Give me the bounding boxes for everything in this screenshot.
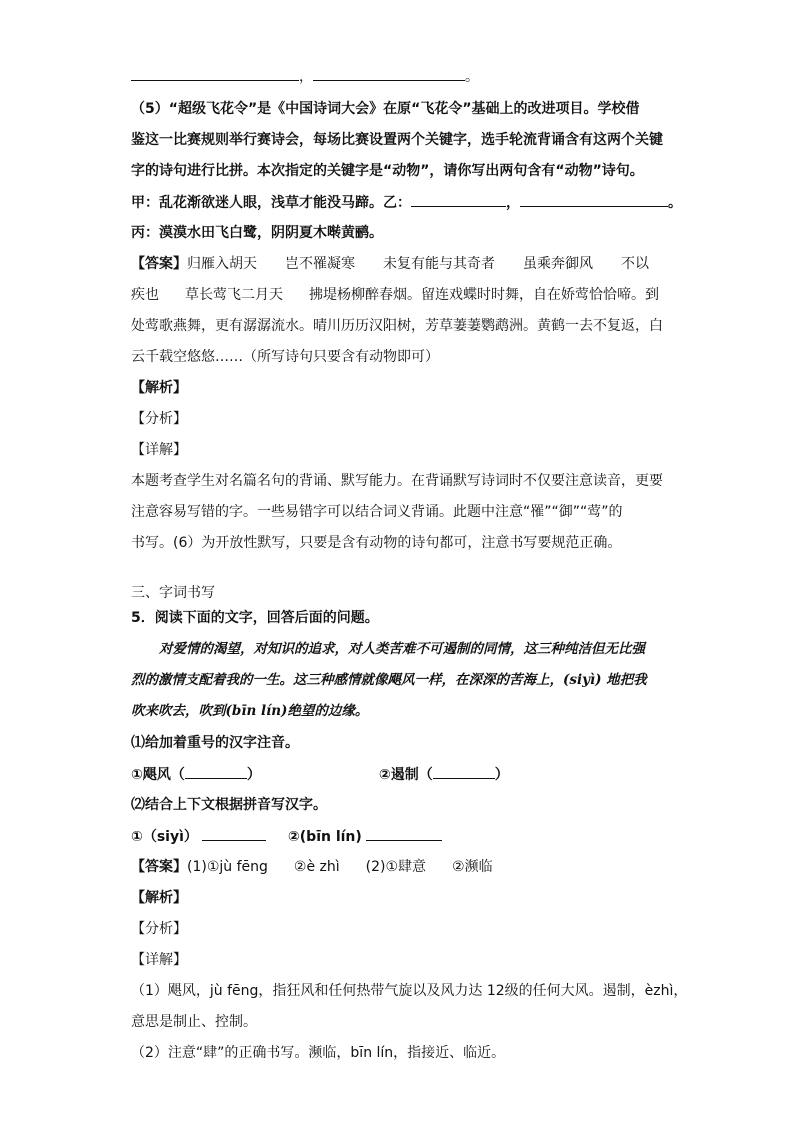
answer-item: 归雁入胡天	[187, 256, 257, 272]
answer-blank	[185, 764, 247, 779]
q5-detail-line-2: 意思是制止、控制。	[131, 1014, 257, 1030]
section-heading: 三、字词书写	[131, 585, 215, 601]
fenxi-label: 【分析】	[131, 921, 187, 937]
analysis-label: 【解析】	[131, 380, 187, 396]
answer-blank	[131, 66, 299, 81]
answer-blank	[366, 826, 442, 841]
hanzi-item-2: ②(bīn lín)	[287, 829, 362, 845]
passage-line-1: 对爱情的渴望，对知识的追求，对人类苦难不可遏制的同情，这三种纯洁但无比强	[159, 641, 645, 657]
answer-item: 未复有能与其奇者	[383, 256, 495, 272]
example-jia: 甲：乱花渐欲迷人眼，浅草才能没马蹄。乙：	[131, 195, 411, 211]
answer-label: 【答案】	[131, 256, 187, 272]
answer-item: 岂不罹凝寒	[285, 256, 355, 272]
answer-label: 【答案】	[131, 859, 187, 875]
answer-item: ②è zhì	[293, 859, 340, 875]
q5-detail-line-1: （1）飓风，jù fēng，指狂风和任何热带气旋以及风力达 12级的任何大风。遏制，èzhì，	[131, 983, 688, 999]
top-answer-line	[131, 66, 479, 87]
paren-close: ）	[246, 767, 261, 783]
analysis-label: 【解析】	[131, 890, 187, 906]
answer-item: 虽乘奔御风	[523, 256, 593, 272]
answer-blank	[433, 764, 495, 779]
answer-item: (1)①jù fēng	[187, 859, 268, 875]
detail-line-1: 本题考查学生对名篇名句的背诵、默写能力。在背诵默写诗词时不仅要注意读音，更要	[131, 473, 663, 489]
q5-title: 5．阅读下面的文字，回答后面的问题。	[131, 610, 379, 626]
period: 。	[668, 195, 682, 211]
subquestion-1: ⑴给加着重号的汉字注音。	[131, 735, 299, 751]
detail-line-2: 注意容易写错的字。一些易错字可以结合词义背诵。此题中注意“罹”“御”“莺”的	[131, 504, 623, 520]
hanzi-item-1: ①（siyì）	[131, 829, 198, 845]
pinyin-item-1: ①飓风（	[131, 767, 185, 783]
answer-blank	[313, 66, 465, 81]
q5-answer-line	[131, 857, 493, 877]
answer-line-4: 云千载空悠悠……（所写诗句只要含有动物即可）	[131, 349, 439, 365]
q5-detail-line-3: （2）注意“肆”的正确书写。濒临，bīn lín，指接近、临近。	[131, 1045, 506, 1061]
answer-item: (2)①肆意	[365, 859, 427, 875]
q5-example-line	[131, 192, 682, 213]
q5-text-line-2: 鉴这一比赛规则举行赛诗会，每场比赛设置两个关键字，选手轮流背诵含有这两个关键	[131, 132, 663, 148]
answer-item: 草长莺飞二月天	[185, 287, 283, 303]
passage-line-3: 吹来吹去，吹到(bīn lín)绝望的边缘。	[131, 703, 369, 719]
answer-item: ②濒临	[452, 859, 493, 875]
answer-line-3: 处莺歌燕舞，更有潺潺流水。晴川历历汉阳树，芳草萋萋鹦鹉洲。黄鹤一去不复返，白	[131, 318, 663, 334]
answer-item: 拂堤杨柳醉春烟。留连戏蝶时时舞，自在娇莺恰恰啼。到	[309, 287, 659, 303]
answer-blank	[520, 192, 668, 207]
answer-line-2	[131, 285, 659, 305]
detail-line-3: 书写。(6）为开放性默写，只要是含有动物的诗句都可，注意书写要规范正确。	[131, 535, 622, 551]
fenxi-label: 【分析】	[131, 411, 187, 427]
q5-text-line-1: （5）“超级飞花令”是《中国诗词大会》在原“飞花令”基础上的改进项目。学校借	[131, 101, 640, 117]
answer-item: 疾也	[131, 287, 159, 303]
comma: ，	[506, 195, 520, 211]
answer-line-1	[131, 254, 649, 274]
subquestion-2: ⑵结合上下文根据拼音写汉字。	[131, 797, 327, 813]
comma: ，	[299, 69, 313, 85]
subquestion-2-items	[131, 826, 442, 847]
passage-line-2: 烈的激情支配着我的一生。这三种感情就像飓风一样，在深深的苦海上，(siyì) 地把我	[131, 672, 647, 688]
subquestion-1-items	[131, 764, 509, 785]
answer-blank	[411, 192, 506, 207]
period: 。	[465, 69, 479, 85]
xiangjie-label: 【详解】	[131, 442, 187, 458]
q5-example-bing: 丙：漠漠水田飞白鹭，阴阴夏木啭黄鹂。	[131, 225, 383, 241]
xiangjie-label: 【详解】	[131, 952, 187, 968]
answer-blank	[202, 826, 266, 841]
answer-item: 不以	[621, 256, 649, 272]
paren-close: ）	[494, 767, 509, 783]
q5-text-line-3: 字的诗句进行比拼。本次指定的关键字是“动物”，请你写出两句含有“动物”诗句。	[131, 163, 644, 179]
pinyin-item-2: ②遏制（	[378, 767, 433, 783]
